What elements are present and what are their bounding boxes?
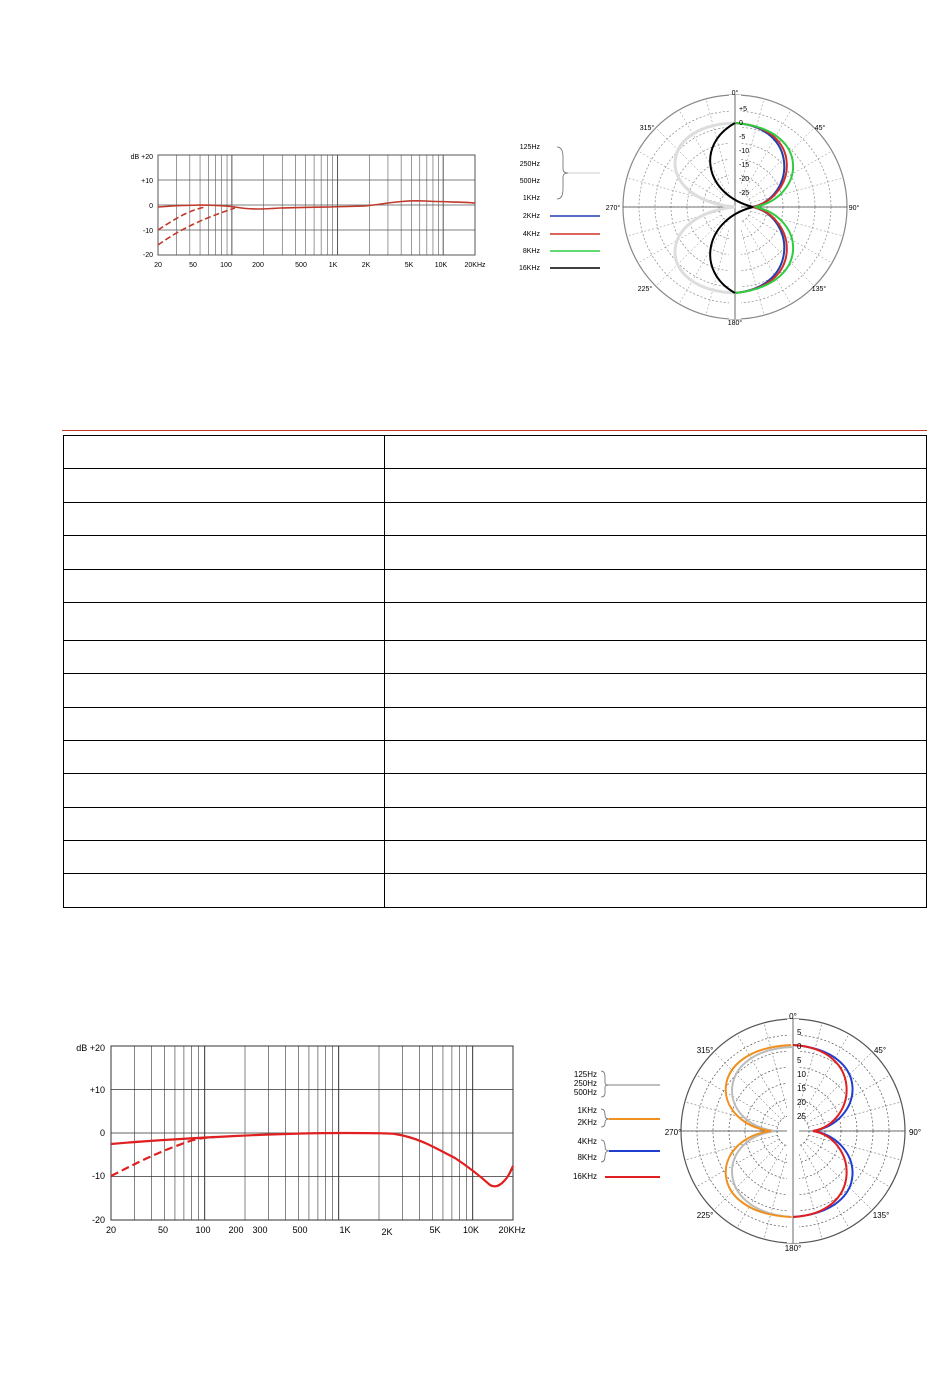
polar2-angle: 315° (696, 1046, 714, 1055)
polar1-ring: +5 (739, 106, 747, 113)
polar2-ring: 0 (797, 1042, 802, 1051)
polar1-ring: 0 (739, 120, 743, 127)
table-row (64, 436, 927, 469)
chart1-xtick: 1K (328, 262, 338, 269)
chart1-xtick: 20 (154, 262, 162, 269)
polar2-grid (681, 1019, 905, 1243)
polar-pattern-chart-2 (565, 1005, 940, 1260)
table-row (64, 674, 927, 708)
chart2-ytick: 0 (99, 1128, 105, 1138)
polar-spoke (706, 99, 731, 192)
chart1-ytick: +10 (141, 178, 153, 185)
polar2-angle: 45° (873, 1046, 887, 1055)
chart1-xtick: 20KHz (464, 262, 486, 269)
chart1-cut-curve-2 (158, 208, 235, 245)
polar1-legend-label: 2KHz (522, 213, 540, 220)
polar1-ring: -10 (739, 148, 750, 155)
chart1-ytick: 0 (149, 203, 153, 210)
polar1-legend-label: 8KHz (522, 248, 540, 255)
chart1-curves (158, 201, 475, 245)
table-row (64, 641, 927, 674)
polar1-legend-label: 250Hz (519, 161, 540, 168)
polar-spoke (804, 1142, 872, 1210)
polar1-legend-label: 4KHz (522, 231, 540, 238)
polar2-ring: 15 (797, 1084, 806, 1093)
table-row (64, 874, 927, 908)
polar2-legend-label: 1KHz (577, 1106, 597, 1115)
chart1-xtick: 100 (220, 262, 232, 269)
polar2-legend-brace (601, 1109, 609, 1127)
table-row (64, 570, 927, 603)
table-row (64, 603, 927, 641)
polar1-angle: 45° (814, 125, 826, 132)
chart2-ytick: -10 (91, 1171, 105, 1181)
polar-spoke (638, 151, 721, 199)
chart2-xtick: 300 (252, 1225, 268, 1235)
polar2-legend-label: 16KHz (572, 1172, 597, 1181)
chart2-curves (111, 1133, 513, 1186)
polar1-angle: 90° (848, 205, 860, 212)
polar-spoke (764, 1146, 789, 1239)
polar-spoke (679, 110, 727, 193)
chart2-ytick: +10 (89, 1085, 105, 1095)
polar2-legend-brace (601, 1140, 609, 1162)
chart1-xtick: 5K (404, 262, 414, 269)
chart2-xtick: 50 (157, 1225, 169, 1235)
polar2-legend-label: 500Hz (573, 1088, 597, 1097)
polar1-legend-label: 125Hz (519, 144, 540, 151)
chart1-ytick: dB +20 (130, 154, 153, 161)
polar2-angle: 180° (784, 1244, 802, 1253)
section-divider (62, 430, 927, 431)
polar-pattern-chart-1 (505, 85, 865, 335)
polar2-angle: 0° (789, 1012, 797, 1021)
chart2-xtick: 1K (339, 1225, 351, 1235)
chart1-xtick: 50 (189, 262, 197, 269)
table-row (64, 708, 927, 741)
polar-spoke (807, 1075, 890, 1123)
polar-spoke (804, 1052, 872, 1120)
polar2-angle: 270° (664, 1128, 682, 1137)
table-row (64, 469, 927, 503)
polar1-legend-brace (557, 147, 568, 199)
chart2-ytick: -20 (91, 1215, 105, 1225)
table-row (64, 841, 927, 874)
chart2-xtick: 20 (105, 1225, 117, 1235)
polar1-angle: 180° (727, 320, 743, 327)
polar2-legend-label: 4KHz (577, 1137, 597, 1146)
polar2-ring: 5 (797, 1056, 802, 1065)
polar2-ring: 25 (797, 1112, 806, 1121)
polar-spoke (749, 151, 832, 199)
chart2-ytick: dB +20 (76, 1043, 105, 1053)
polar1-angle: 270° (605, 205, 621, 212)
chart1-ytick: -10 (142, 228, 153, 235)
chart2-main-curve (111, 1133, 513, 1186)
polar1-angle: 135° (811, 286, 827, 293)
polar2-legend-brace (601, 1071, 609, 1097)
polar2-ring: 5 (797, 1028, 802, 1037)
chart1-xtick: 500 (295, 262, 307, 269)
table-row (64, 503, 927, 536)
polar-spoke (807, 1139, 890, 1187)
spec-table (63, 435, 927, 908)
chart2-xtick: 10K (462, 1225, 480, 1235)
table-row (64, 774, 927, 808)
chart2-xtick: 2K (381, 1227, 393, 1237)
polar2-angle: 90° (908, 1128, 922, 1137)
polar1-angle: 0° (731, 90, 739, 97)
polar1-legend-label: 500Hz (519, 178, 540, 185)
table-row (64, 536, 927, 570)
chart1-ytick: -20 (142, 252, 153, 259)
polar-spoke (714, 1052, 782, 1120)
polar2-legend-label: 2KHz (577, 1118, 597, 1127)
polar-spoke (656, 218, 724, 286)
table-row (64, 808, 927, 841)
polar1-lowfreq-lobe (675, 123, 735, 293)
polar1-angle: 315° (639, 125, 655, 132)
frequency-response-chart-1 (125, 145, 495, 270)
polar2-ring: 10 (797, 1070, 806, 1079)
polar2-angle: 135° (872, 1211, 890, 1220)
chart1-cut-curve-1 (158, 207, 205, 230)
polar1-legend-label: 1KHz (522, 195, 540, 202)
polar-spoke (638, 215, 721, 263)
polar2-angle: 225° (696, 1211, 714, 1220)
chart2-xtick: 200 (228, 1225, 244, 1235)
table-row (64, 741, 927, 774)
chart1-xtick: 10K (434, 262, 448, 269)
chart2-xtick: 100 (195, 1225, 211, 1235)
polar2-legend-label: 8KHz (577, 1153, 597, 1162)
polar1-ring: -5 (739, 134, 746, 141)
polar1-legend-label: 16KHz (518, 265, 540, 272)
polar1-ring: -20 (739, 176, 750, 183)
polar1-ring: -15 (739, 162, 750, 169)
polar-spoke (764, 1023, 789, 1116)
polar-spoke (749, 215, 832, 263)
chart1-xtick: 2K (361, 262, 371, 269)
chart1-xtick: 200 (252, 262, 264, 269)
polar2-ring: 20 (797, 1098, 806, 1107)
polar2-legend-label: 250Hz (573, 1079, 597, 1088)
polar1-ring: -25 (739, 190, 750, 197)
polar-spoke (714, 1142, 782, 1210)
polar2-legend-label: 125Hz (573, 1070, 597, 1079)
chart2-xtick: 5K (429, 1225, 441, 1235)
polar1-angle: 225° (637, 286, 653, 293)
frequency-response-chart-2 (75, 1038, 530, 1243)
chart2-xtick: 500 (292, 1225, 308, 1235)
chart2-xtick: 20KHz (498, 1225, 526, 1235)
